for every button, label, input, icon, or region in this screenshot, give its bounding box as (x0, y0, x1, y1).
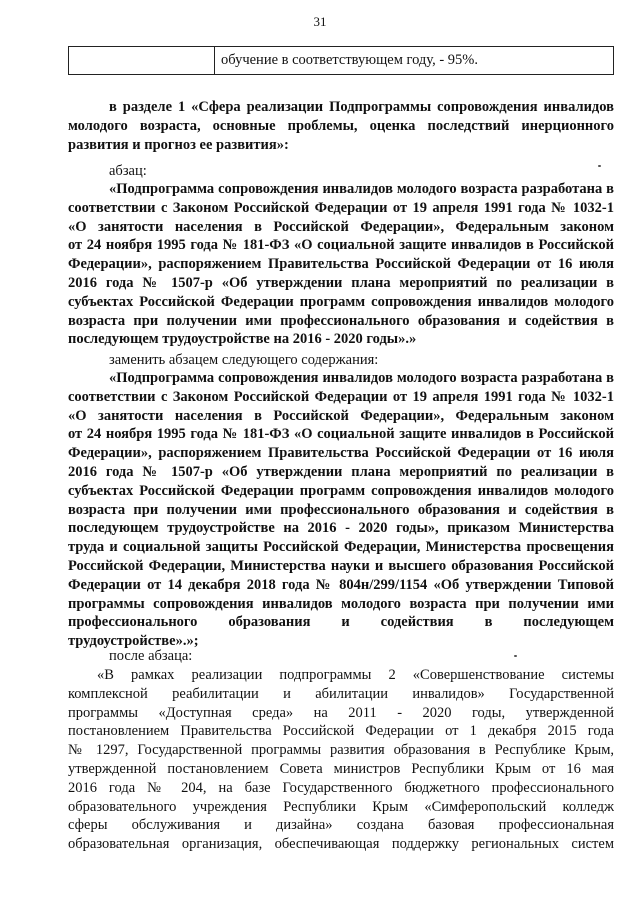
after-paragraph (68, 666, 614, 854)
text-line: Российской Федерации, Министерства науки и высшего образования Российской (68, 557, 614, 574)
after-label (68, 647, 614, 666)
text-line: программы сопровождения инвалидов молодого возраста при получении ими (68, 595, 614, 612)
text-line: Федерации от 14 декабря 2018 года № 804н/299/1154 «Об утверждении Типовой (68, 576, 614, 593)
text-line: 2016 года № 1507-р «Об утверждении плана мероприятий по реализации в (68, 274, 614, 291)
text-line: постановлением Правительства Российской Федерации от 1 декабря 2015 года (68, 723, 614, 740)
table-cell-empty (69, 47, 215, 74)
text-line: возраста при получении ими профессионального образования и содействия в (68, 312, 614, 329)
text-line: программы «Доступная среда» на 2011 - 2020 годы, утвержденной (68, 704, 614, 721)
text-line: трудоустройстве».»; (68, 633, 199, 650)
text-line: молодого возраста, основные проблемы, оценка последствий инерционного (68, 117, 614, 134)
section-intro (68, 98, 614, 154)
text-line: возраста при получении ими профессионального образования и содействия в (68, 501, 614, 518)
text-line: последующем трудоустройстве на 2016 - 2020 годы», приказом Министерства (68, 520, 614, 537)
text-line: от 24 ноября 1995 года № 181-ФЗ «О социальной защите инвалидов в Российской (68, 237, 614, 254)
text-line: субъектах Российской Федерации программ сопровождения инвалидов молодого (68, 482, 614, 499)
table-fragment (68, 46, 614, 75)
new-paragraph (68, 369, 614, 651)
page-number: 31 (313, 14, 327, 29)
text-line: № 1297, Государственной программы развития образования в Республике Крым, (68, 742, 614, 759)
text-line: профессионального образования и содействия в последующем (68, 614, 614, 631)
text-line: соответствии с Законом Российской Федерации от 19 апреля 1991 года № 1032-1 (68, 388, 614, 405)
text-line: утвержденной постановлением Совета министров Республики Крым от 16 мая (68, 760, 614, 777)
text-line: 2016 года № 1507-р «Об утверждении плана мероприятий по реализации в (68, 463, 614, 480)
table-cell-text: обучение в соответствующем году, - 95%. (221, 52, 479, 68)
text-line: от 24 ноября 1995 года № 181-ФЗ «О социальной защите инвалидов в Российской (68, 426, 614, 443)
replace-label (68, 351, 614, 370)
text-line: Федерации», распоряжением Правительства Российской Федерации от 16 июля (68, 445, 614, 462)
text-line: в разделе 1 «Сфера реализации Подпрограммы сопровождения инвалидов (109, 99, 614, 115)
text-line: «В рамках реализации подпрограммы 2 «Совершенствование системы (97, 667, 614, 683)
text-line: «Подпрограмма сопровождения инвалидов молодого возраста разработана в (109, 370, 614, 386)
scan-speck (514, 655, 517, 657)
text-line: «Подпрограмма сопровождения инвалидов молодого возраста разработана в (109, 181, 614, 197)
old-paragraph (68, 180, 614, 349)
text-line: труда и социальной защиты Российской Федерации, Министерства просвещения (68, 539, 614, 556)
text-line: после абзаца: (109, 648, 193, 664)
text-line: образовательного учреждения Республики Крым «Симферопольский колледж (68, 798, 614, 815)
text-line: последующем трудоустройстве на 2016 - 2020 годы».» (68, 331, 417, 348)
text-line: Федерации», распоряжением Правительства Российской Федерации от 16 июля (68, 256, 614, 273)
text-line: субъектах Российской Федерации программ сопровождения инвалидов молодого (68, 293, 614, 310)
text-line: сферы обслуживания и дизайна» создана базовая профессиональная (68, 817, 614, 834)
text-line: комплексной реабилитации и абилитации инвалидов» Государственной (68, 685, 614, 702)
abzac-label (68, 162, 614, 181)
text-line: абзац: (109, 163, 147, 179)
text-line: «О занятости населения в Российской Федерации», Федеральным законом (68, 218, 614, 235)
text-line: образовательная организация, обеспечивающая поддержку региональных систем (68, 836, 614, 853)
text-line: «О занятости населения в Российской Федерации», Федеральным законом (68, 407, 614, 424)
text-line: развития и прогноз ее развития»: (68, 136, 289, 153)
text-line: 2016 года № 204, на базе Государственного бюджетного профессионального (68, 779, 614, 796)
scan-speck (598, 165, 601, 167)
text-line: заменить абзацем следующего содержания: (109, 352, 379, 368)
text-line: соответствии с Законом Российской Федерации от 19 апреля 1991 года № 1032-1 (68, 199, 614, 216)
